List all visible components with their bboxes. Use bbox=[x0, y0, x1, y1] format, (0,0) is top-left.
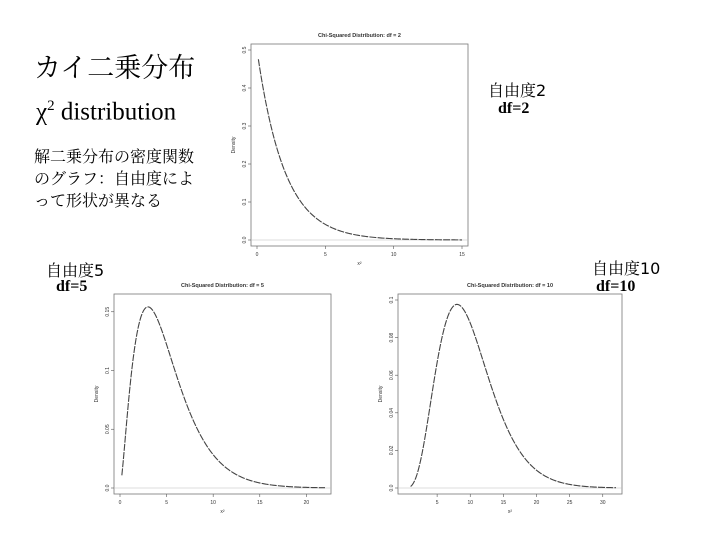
x-axis-label: x² bbox=[220, 509, 225, 515]
chart-df2 bbox=[225, 28, 475, 273]
y-tick-label: 0.1 bbox=[389, 296, 395, 304]
y-tick-label: 0.04 bbox=[389, 407, 395, 418]
x-axis-label: x² bbox=[357, 261, 362, 267]
density-curve bbox=[258, 59, 462, 240]
y-tick-label: 0.2 bbox=[242, 160, 248, 168]
x-tick-label: 5 bbox=[435, 500, 439, 506]
y-tick-label: 0.1 bbox=[105, 367, 111, 374]
x-tick-label: 30 bbox=[599, 500, 606, 506]
chi-title-text: distribution bbox=[54, 98, 177, 126]
y-axis-label: Density bbox=[378, 385, 384, 403]
y-tick-label: 0.4 bbox=[242, 84, 248, 92]
y-tick-label: 0.02 bbox=[389, 445, 395, 456]
y-tick-label: 0.1 bbox=[242, 198, 248, 206]
slide-description: 解二乗分布の密度関数のグラフ：自由度によって形状が異なる bbox=[34, 147, 195, 210]
y-axis-label: Density bbox=[94, 385, 100, 403]
chi-superscript: 2 bbox=[47, 98, 55, 114]
x-tick-label: 0 bbox=[255, 252, 259, 258]
density-curve bbox=[411, 304, 616, 487]
chart-title: Chi-Squared Distribution: df = 5 bbox=[181, 283, 264, 289]
y-tick-label: 0.0 bbox=[105, 484, 111, 492]
label-df10: df=10 bbox=[596, 278, 636, 295]
y-tick-label: 0.05 bbox=[105, 424, 111, 435]
y-tick-label: 0.08 bbox=[389, 332, 395, 343]
label-df5: df=5 bbox=[56, 278, 88, 295]
x-tick-label: 15 bbox=[459, 252, 465, 258]
x-tick-label: 10 bbox=[467, 500, 474, 506]
chart-title: Chi-Squared Distribution: df = 2 bbox=[318, 33, 401, 39]
y-tick-label: 0.15 bbox=[105, 306, 111, 317]
x-tick-label: 5 bbox=[323, 252, 327, 258]
y-tick-label: 0.5 bbox=[242, 46, 248, 54]
x-tick-label: 10 bbox=[210, 500, 216, 506]
label-df10-jp: 自由度10 bbox=[592, 259, 661, 278]
x-tick-label: 20 bbox=[533, 500, 540, 506]
chart-title: Chi-Squared Distribution: df = 10 bbox=[466, 283, 554, 289]
chart-df5 bbox=[88, 278, 338, 523]
x-axis-label: x² bbox=[507, 509, 513, 515]
y-tick-label: 0.0 bbox=[242, 236, 248, 244]
label-df2-jp: 自由度2 bbox=[488, 81, 547, 100]
x-tick-label: 10 bbox=[390, 252, 397, 258]
chart-df10 bbox=[372, 278, 622, 523]
x-tick-label: 20 bbox=[303, 500, 310, 506]
x-tick-label: 15 bbox=[256, 500, 263, 506]
x-tick-label: 5 bbox=[165, 500, 168, 506]
label-df5-jp: 自由度5 bbox=[46, 261, 105, 280]
plot-frame bbox=[251, 44, 468, 246]
y-axis-label: Density bbox=[231, 136, 237, 154]
y-tick-label: 0.0 bbox=[389, 484, 395, 492]
y-tick-label: 0.3 bbox=[242, 122, 248, 130]
x-tick-label: 15 bbox=[500, 500, 507, 506]
x-tick-label: 0 bbox=[118, 500, 122, 506]
x-tick-label: 25 bbox=[566, 500, 573, 506]
slide-title-jp: カイ二乗分布 bbox=[34, 53, 196, 84]
slide-title-chi bbox=[36, 98, 176, 126]
chi-symbol: χ bbox=[36, 98, 48, 126]
label-df2: df=2 bbox=[498, 100, 530, 117]
y-tick-label: 0.06 bbox=[389, 370, 395, 381]
density-curve bbox=[122, 307, 325, 488]
